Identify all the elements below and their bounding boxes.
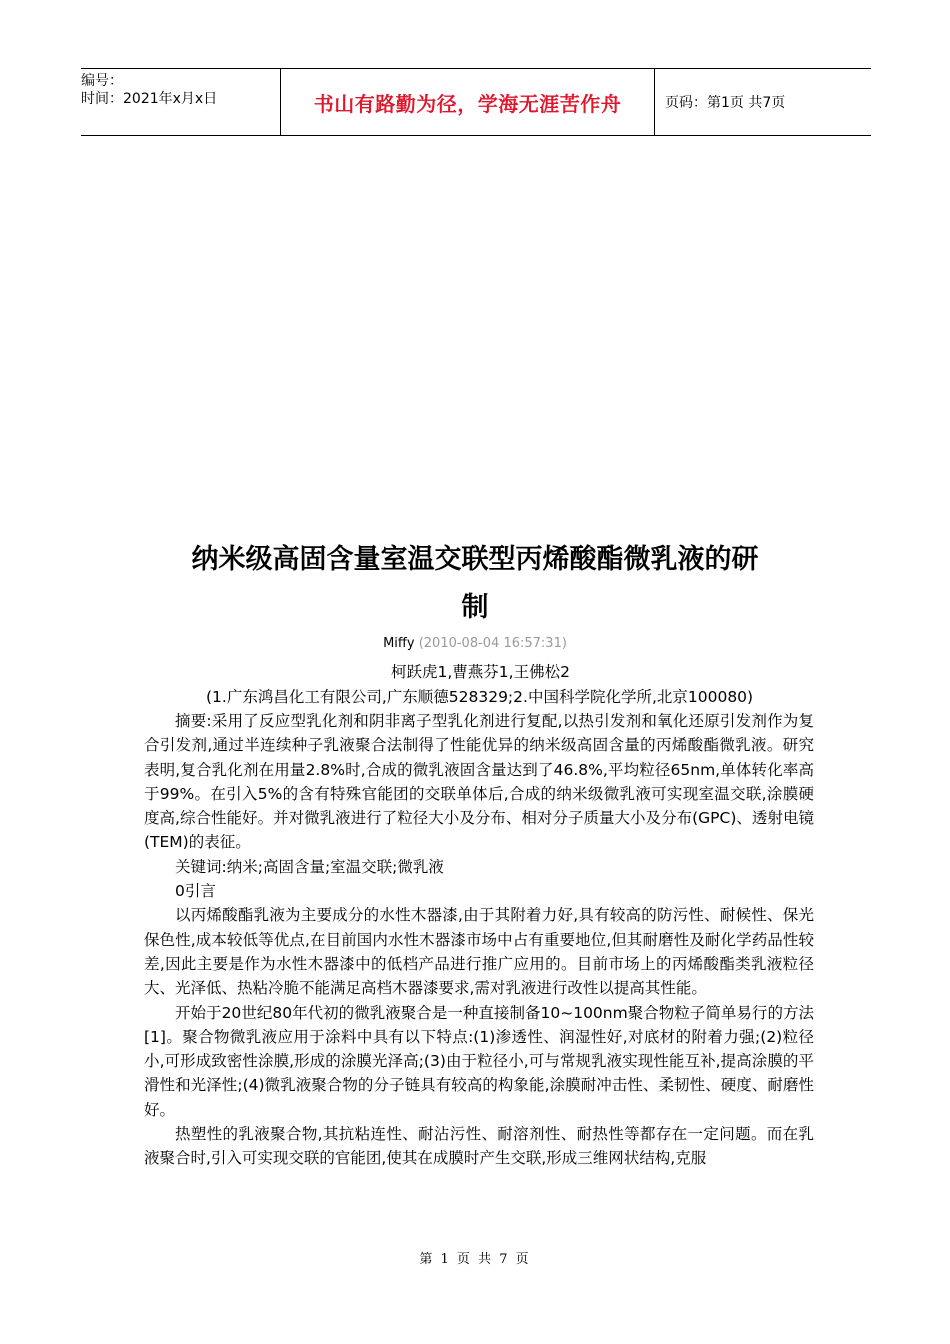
body-paragraph: 开始于20世纪80年代初的微乳液聚合是一种直接制备10~100nm聚合物粒子简单易行的方法[1]。聚合物微乳液应用于涂料中具有以下特点:(1)渗透性、润湿性好,对底材的附着力强;(2)粒径小,可形成致密性涂膜,形成的涂膜光泽高;(3)由于粒径小,可与常规乳液实现性能互补,提高涂膜的平滑性和光泽性;(4)微乳液聚合物的分子链具有较高的构象能,涂膜耐冲击性、柔韧性、硬度、耐磨性好。: [144, 1003, 814, 1119]
article-title: [100, 536, 850, 632]
article-title-line-1: 纳米级高固含量室温交联型丙烯酸酯微乳液的研: [191, 544, 759, 575]
header-motto: 书山有路勤为径，学海无涯苦作舟: [313, 91, 622, 116]
article-body: [144, 709, 814, 1171]
section-heading: 0引言: [175, 882, 216, 901]
post-timestamp: (2010-08-04 16:57:31): [418, 636, 567, 651]
header-meta-cell: [81, 69, 281, 135]
body-paragraph: 以丙烯酸酯乳液为主要成分的水性木器漆,由于其附着力好,具有较高的防污性、耐候性、保光保色性,成本较低等优点,在目前国内水性木器漆市场中占有重要地位,但其耐磨性及耐化学药品性较差,因此主要是作为水性木器漆中的低档产品进行推广应用的。目前市场上的丙烯酸酯类乳液粒径大、光泽低、热粘冷脆不能满足高档木器漆要求,需对乳液进行改性以提高其性能。: [144, 906, 814, 998]
post-meta: [0, 636, 950, 651]
body-paragraph: 热塑性的乳液聚合物,其抗粘连性、耐沾污性、耐溶剂性、耐热性等都存在一定问题。而在乳液聚合时,引入可实现交联的官能团,使其在成膜时产生交联,形成三维网状结构,克服: [144, 1125, 814, 1168]
serial-number-label: 编号：: [81, 73, 123, 89]
document-header-table: [81, 68, 871, 136]
date-label: 时间：2021年x月x日: [81, 91, 218, 107]
author-list: 柯跃虎1,曹燕芬1,王佛松2: [391, 663, 570, 681]
abstract-paragraph: 摘要:采用了反应型乳化剂和阴非离子型乳化剂进行复配,以热引发剂和氧化还原引发剂作为复合引发剂,通过半连续种子乳液聚合法制得了性能优异的纳米级高固含量的丙烯酸酯微乳液。研究表明,复合乳化剂在用量2.8%时,合成的微乳液固含量达到了46.8%,平均粒径65nm,单体转化率高于99%。在引入5%的含有特殊官能团的交联单体后,合成的纳米级微乳液可实现室温交联,涂膜硬度高,综合性能好。并对微乳液进行了粒径大小及分布、相对分子质量大小及分布(GPC)、透射电镜(TEM)的表征。: [144, 712, 814, 852]
affiliations: (1.广东鸿昌化工有限公司,广东顺德528329;2.中国科学院化学所,北京100080): [206, 688, 754, 706]
page-footer: 第 1 页 共 7 页: [419, 1252, 531, 1267]
post-author: Miffy: [383, 636, 415, 651]
keywords-line: 关键词:纳米;高固含量;室温交联;微乳液: [175, 857, 444, 876]
article-title-line-2: 制: [461, 592, 489, 623]
header-motto-cell: [281, 69, 655, 135]
header-page-info: 页码：第1页 共7页: [665, 95, 786, 111]
